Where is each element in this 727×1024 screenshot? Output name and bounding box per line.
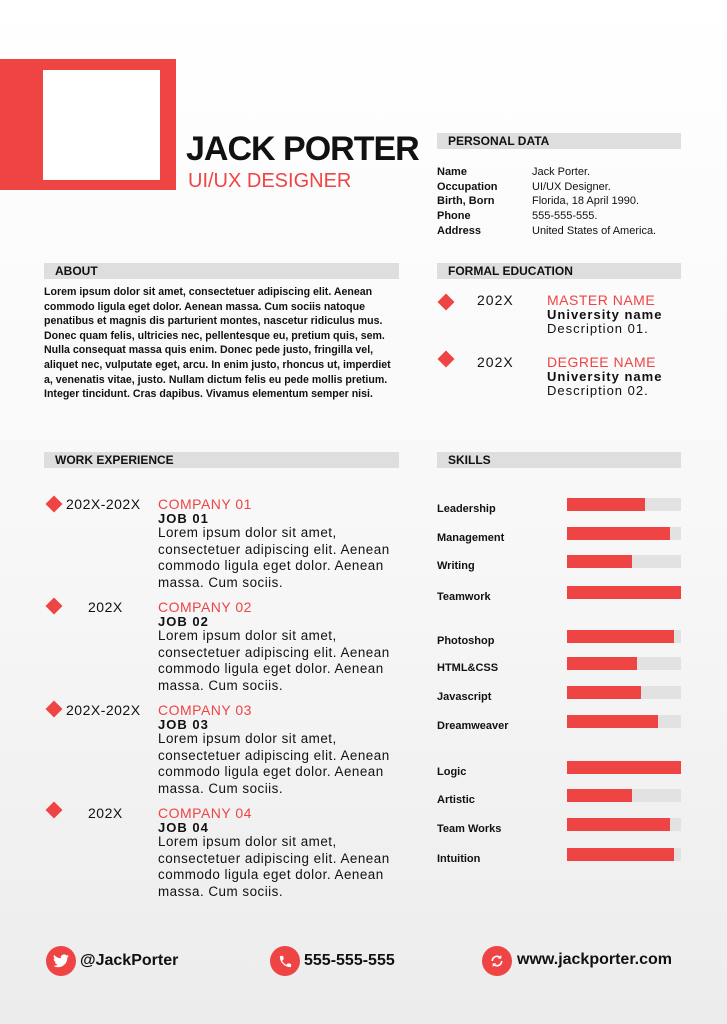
profile-photo-placeholder [43, 70, 160, 180]
skill-label: Javascript [437, 691, 492, 703]
education-year: 202X [477, 292, 514, 308]
about-text: Lorem ipsum dolor sit amet, consectetuer adipiscing elit. Aenean commodo ligula eget dolor. Aenean massa. Cum sociis natoque penatibus et magnis dis parturient montes, nascetur ridiculus mus. Donec quam felis, ultricies nec, pellentesque eu, pretium quis, sem. Nulla consequat massa quis enim. Donec pede justo, fringilla vel, aliquet nec, vulputate eget, arcu. In enim justo, rhoncus ut, imperdiet a, venenatis vitae, justo. Nullam dictum felis eu pede mollis pretium. Integer tincidunt. Cras dapibus. Vivamus elementum semper nisi. [44, 286, 391, 401]
work-job: JOB 04 [158, 820, 209, 835]
work-description: Lorem ipsum dolor sit amet, consectetuer adipiscing elit. Aenean commodo ligula eget dolor. Aenean massa. Cum sociis. [158, 525, 390, 590]
education-description: Description 01. [547, 321, 649, 336]
skill-label: Photoshop [437, 635, 495, 647]
education-bullet-icon [438, 351, 455, 368]
education-year: 202X [477, 354, 514, 370]
personal-label-address: Address [437, 225, 482, 237]
skill-bar-track [567, 498, 681, 511]
personal-label-occupation: Occupation [437, 181, 498, 193]
twitter-handle[interactable]: @JackPorter [80, 952, 179, 969]
work-years: 202X [88, 805, 123, 821]
twitter-icon[interactable] [46, 946, 76, 976]
skill-label: Dreamweaver [437, 720, 509, 732]
work-bullet-icon [46, 598, 63, 615]
skill-bar-track [567, 527, 681, 540]
personal-value-occupation: UI/UX Designer. [532, 181, 611, 193]
skill-label: Intuition [437, 853, 481, 865]
personal-value-address: United States of America. [532, 225, 657, 237]
skill-bar-fill [567, 657, 637, 670]
work-description: Lorem ipsum dolor sit amet, consectetuer adipiscing elit. Aenean commodo ligula eget dolor. Aenean massa. Cum sociis. [158, 628, 390, 693]
education-title: MASTER NAME [547, 292, 656, 308]
skill-label: Writing [437, 560, 475, 572]
personal-value-birth: Florida, 18 April 1990. [532, 195, 640, 207]
skill-bar-fill [567, 498, 645, 511]
about-heading: ABOUT [44, 263, 399, 279]
skill-label: Team Works [437, 823, 502, 835]
skill-label: Artistic [437, 794, 475, 806]
skill-bar-track [567, 789, 681, 802]
skill-bar-track [567, 586, 681, 599]
work-job: JOB 02 [158, 614, 209, 629]
skill-bar-track [567, 657, 681, 670]
skill-bar-fill [567, 789, 632, 802]
skill-label: Leadership [437, 503, 496, 515]
work-bullet-icon [46, 701, 63, 718]
education-description: Description 02. [547, 383, 649, 398]
work-years: 202X-202X [66, 702, 141, 718]
skill-bar-fill [567, 555, 632, 568]
person-name: JACK PORTER [186, 130, 419, 168]
education-heading: FORMAL EDUCATION [437, 263, 681, 279]
work-job: JOB 03 [158, 717, 209, 732]
skill-bar-track [567, 818, 681, 831]
personal-label-birth: Birth, Born [437, 195, 495, 207]
skill-bar-track [567, 555, 681, 568]
education-university: University name [547, 369, 663, 384]
skills-heading: SKILLS [437, 452, 681, 468]
personal-value-phone: 555-555-555. [532, 210, 598, 222]
skill-label: Teamwork [437, 591, 491, 603]
education-university: University name [547, 307, 663, 322]
web-icon[interactable] [482, 946, 512, 976]
personal-label-phone: Phone [437, 210, 471, 222]
work-description: Lorem ipsum dolor sit amet, consectetuer adipiscing elit. Aenean commodo ligula eget dolor. Aenean massa. Cum sociis. [158, 731, 390, 796]
skill-bar-fill [567, 818, 670, 831]
skill-label: Logic [437, 766, 467, 778]
work-bullet-icon [46, 496, 63, 513]
work-job: JOB 01 [158, 511, 209, 526]
work-description: Lorem ipsum dolor sit amet, consectetuer adipiscing elit. Aenean commodo ligula eget dolor. Aenean massa. Cum sociis. [158, 834, 390, 899]
personal-label-name: Name [437, 166, 467, 178]
skill-bar-track [567, 715, 681, 728]
skill-bar-track [567, 686, 681, 699]
skill-bar-fill [567, 686, 641, 699]
work-company: COMPANY 04 [158, 805, 252, 821]
person-role: UI/UX DESIGNER [188, 170, 352, 192]
work-years: 202X [88, 599, 123, 615]
skill-bar-fill [567, 715, 658, 728]
work-company: COMPANY 03 [158, 702, 252, 718]
education-bullet-icon [438, 294, 455, 311]
phone-icon[interactable] [270, 946, 300, 976]
personal-data-heading: PERSONAL DATA [437, 133, 681, 149]
skill-label: Management [437, 532, 505, 544]
work-company: COMPANY 02 [158, 599, 252, 615]
skill-bar-fill [567, 848, 674, 861]
skill-bar-fill [567, 630, 674, 643]
skill-bar-track [567, 761, 681, 774]
personal-value-name: Jack Porter. [532, 166, 591, 178]
education-title: DEGREE NAME [547, 354, 656, 370]
work-years: 202X-202X [66, 496, 141, 512]
skill-bar-track [567, 848, 681, 861]
website-url[interactable]: www.jackporter.com [517, 951, 673, 968]
work-experience-heading: WORK EXPERIENCE [44, 452, 399, 468]
work-bullet-icon [46, 802, 63, 819]
skill-bar-fill [567, 761, 681, 774]
phone-number[interactable]: 555-555-555 [304, 952, 395, 969]
skill-bar-track [567, 630, 681, 643]
work-company: COMPANY 01 [158, 496, 252, 512]
skill-label: HTML&CSS [437, 662, 499, 674]
skill-bar-fill [567, 586, 681, 599]
skill-bar-fill [567, 527, 670, 540]
